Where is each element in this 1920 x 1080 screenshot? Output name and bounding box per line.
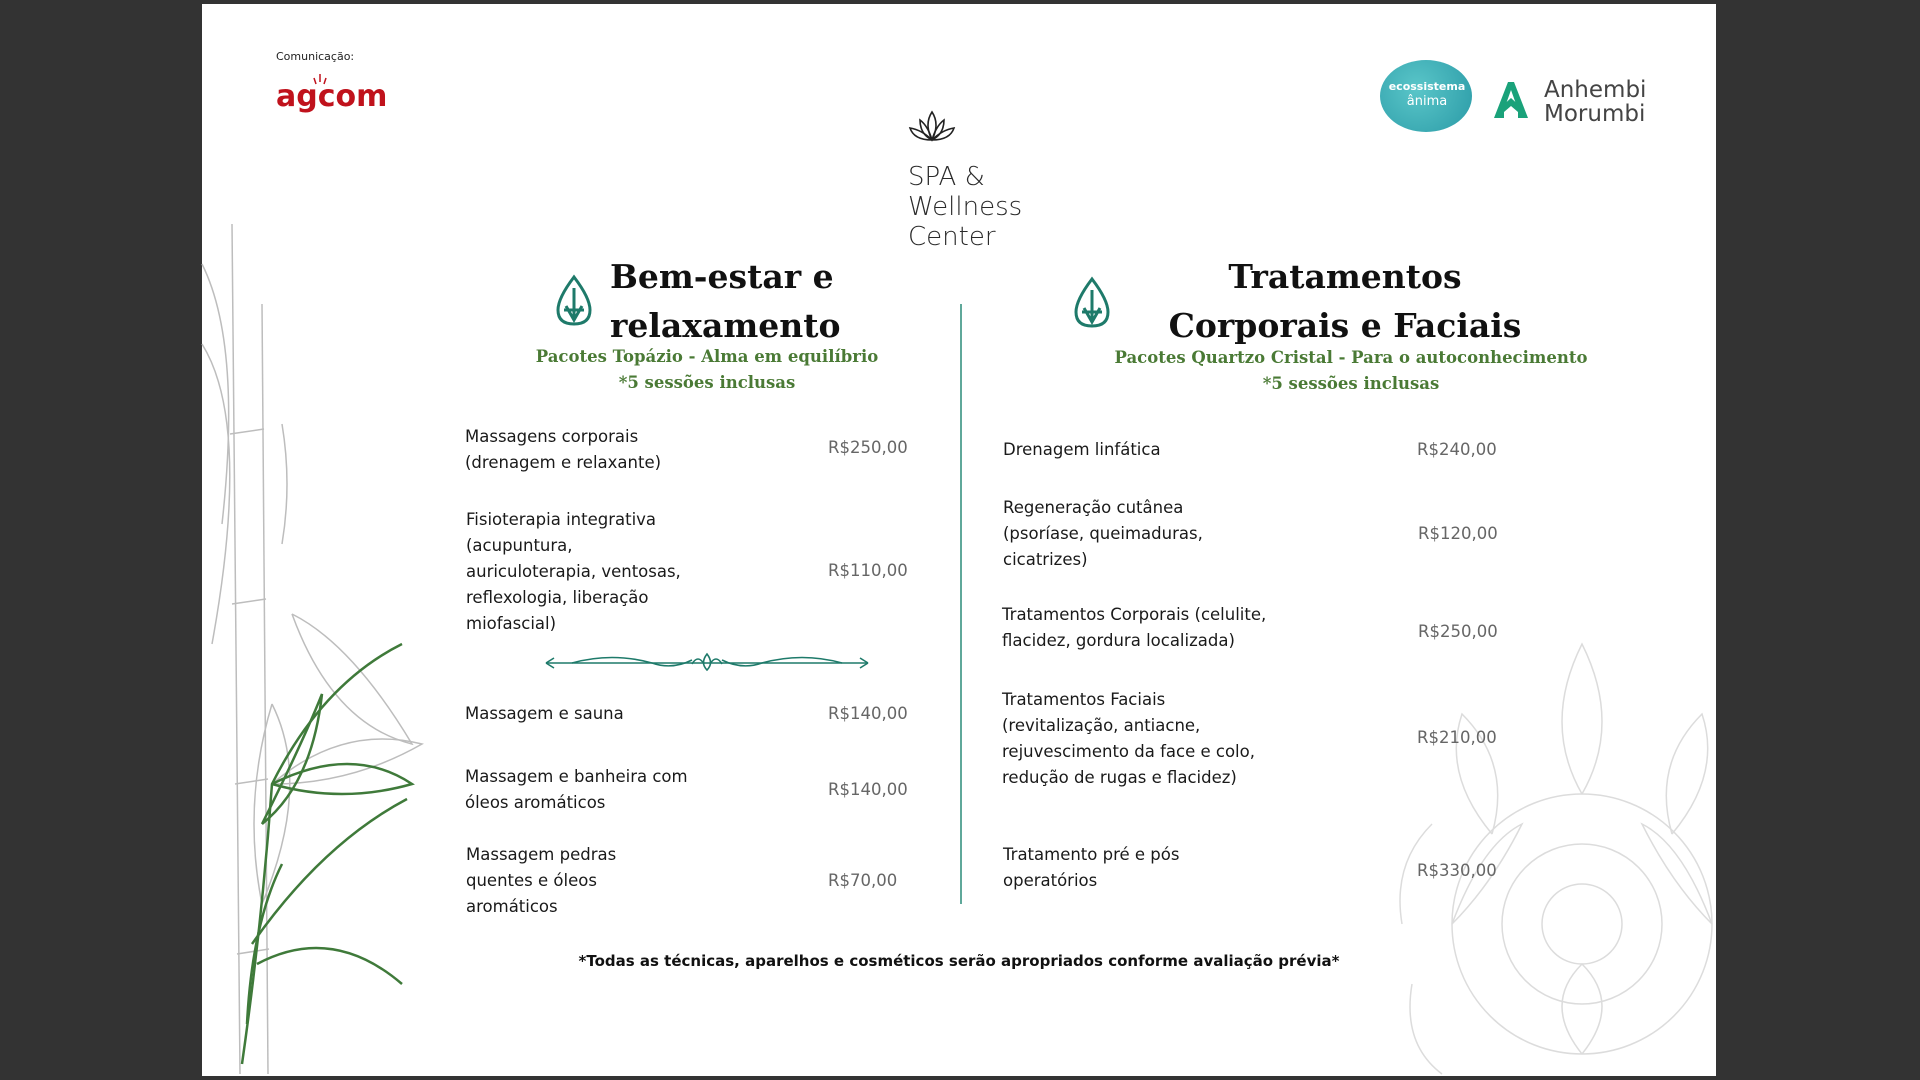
left-sessions-text: *5 sessões inclusas	[618, 373, 796, 392]
item-line: aromáticos	[466, 897, 558, 916]
right-subtitle	[1056, 345, 1646, 397]
left-title-line2: relaxamento	[610, 306, 841, 345]
lotus-icon	[908, 108, 956, 148]
item-line: Massagens corporais	[465, 427, 639, 446]
left-item-5-price: R$70,00	[828, 871, 898, 890]
spa-line1: SPA &	[908, 162, 985, 192]
item-line: (drenagem e relaxante)	[465, 453, 662, 472]
right-item-3	[1002, 602, 1266, 654]
right-item-4	[1002, 687, 1255, 791]
anima-logo-line1: ecossistema	[1388, 80, 1466, 93]
item-line: Tratamentos Corporais (celulite,	[1002, 605, 1267, 624]
agcom-logo-text: agcom	[276, 79, 388, 114]
item-line: redução de rugas e flacidez)	[1002, 768, 1237, 787]
right-item-1-price: R$240,00	[1417, 440, 1497, 459]
item-line: flacidez, gordura localizada)	[1002, 631, 1235, 650]
left-item-1	[465, 424, 661, 476]
item-line: óleos aromáticos	[465, 793, 606, 812]
bamboo-leaves-decoration	[202, 224, 462, 1076]
left-item-2	[466, 507, 681, 637]
left-item-3	[465, 701, 624, 727]
column-divider	[960, 304, 962, 904]
spa-line2: Wellness	[908, 192, 1023, 222]
left-subtitle-text: Pacotes Topázio - Alma em equilíbrio	[535, 347, 879, 366]
am-logo-line2: Morumbi	[1544, 101, 1646, 127]
anima-logo-line2: ânima	[1406, 94, 1448, 109]
right-item-4-price: R$210,00	[1417, 728, 1497, 747]
drop-gem-icon	[1072, 276, 1112, 330]
left-subtitle	[502, 344, 912, 396]
item-line: operatórios	[1003, 871, 1098, 890]
item-line: (psoríase, queimaduras,	[1003, 524, 1203, 543]
item-line: miofascial)	[466, 614, 557, 633]
left-title-line1: Bem-estar e	[610, 257, 834, 296]
spa-line3: Center	[908, 222, 996, 252]
item-line: reflexologia, liberação	[466, 588, 649, 607]
agcom-logo	[276, 64, 388, 134]
right-sessions-text: *5 sessões inclusas	[1262, 374, 1440, 393]
menu-page	[202, 4, 1716, 1076]
item-line: (acupuntura,	[466, 536, 573, 555]
anhembi-morumbi-logo	[1544, 78, 1646, 126]
item-line: Massagem pedras	[466, 845, 617, 864]
item-line: cicatrizes)	[1003, 550, 1088, 569]
left-section-title	[610, 252, 841, 350]
am-logo-line1: Anhembi	[1544, 77, 1647, 103]
item-line: Regeneração cutânea	[1003, 498, 1184, 517]
left-item-5	[466, 842, 616, 920]
anhembi-morumbi-icon	[1492, 78, 1530, 120]
drop-gem-icon	[554, 274, 594, 328]
left-item-4	[465, 764, 688, 816]
item-line: quentes e óleos	[466, 871, 597, 890]
item-line: (revitalização, antiacne,	[1002, 716, 1201, 735]
item-line: Massagem e banheira com	[465, 767, 688, 786]
item-line: rejuvescimento da face e colo,	[1002, 742, 1255, 761]
right-item-2	[1003, 495, 1203, 573]
right-section-title	[1112, 252, 1578, 350]
right-item-5	[1003, 842, 1179, 894]
left-item-3-price: R$140,00	[828, 704, 908, 723]
flourish-ornament	[542, 650, 872, 676]
right-item-3-price: R$250,00	[1418, 622, 1498, 641]
right-item-2-price: R$120,00	[1418, 524, 1498, 543]
footnote: *Todas as técnicas, aparelhos e cosméticos serão apropriados conforme avaliação prévia*	[578, 952, 1340, 970]
item-line: Fisioterapia integrativa	[466, 510, 657, 529]
left-item-4-price: R$140,00	[828, 780, 908, 799]
item-line: Drenagem linfática	[1003, 440, 1161, 459]
item-line: Massagem e sauna	[465, 704, 624, 723]
item-line: Tratamentos Faciais	[1002, 690, 1166, 709]
spa-logo-text	[908, 162, 1022, 252]
right-item-1	[1003, 437, 1161, 463]
mandala-decoration	[1382, 624, 1716, 1076]
left-item-2-price: R$110,00	[828, 561, 908, 580]
item-line: auriculoterapia, ventosas,	[466, 562, 681, 581]
right-item-5-price: R$330,00	[1417, 861, 1497, 880]
right-title-line2: Corporais e Faciais	[1168, 306, 1522, 345]
item-line: Tratamento pré e pós	[1003, 845, 1180, 864]
right-subtitle-text: Pacotes Quartzo Cristal - Para o autoconhecimento	[1114, 348, 1588, 367]
communication-label: Comunicação:	[276, 50, 355, 63]
right-title-line1: Tratamentos	[1228, 257, 1462, 296]
left-item-1-price: R$250,00	[828, 438, 908, 457]
